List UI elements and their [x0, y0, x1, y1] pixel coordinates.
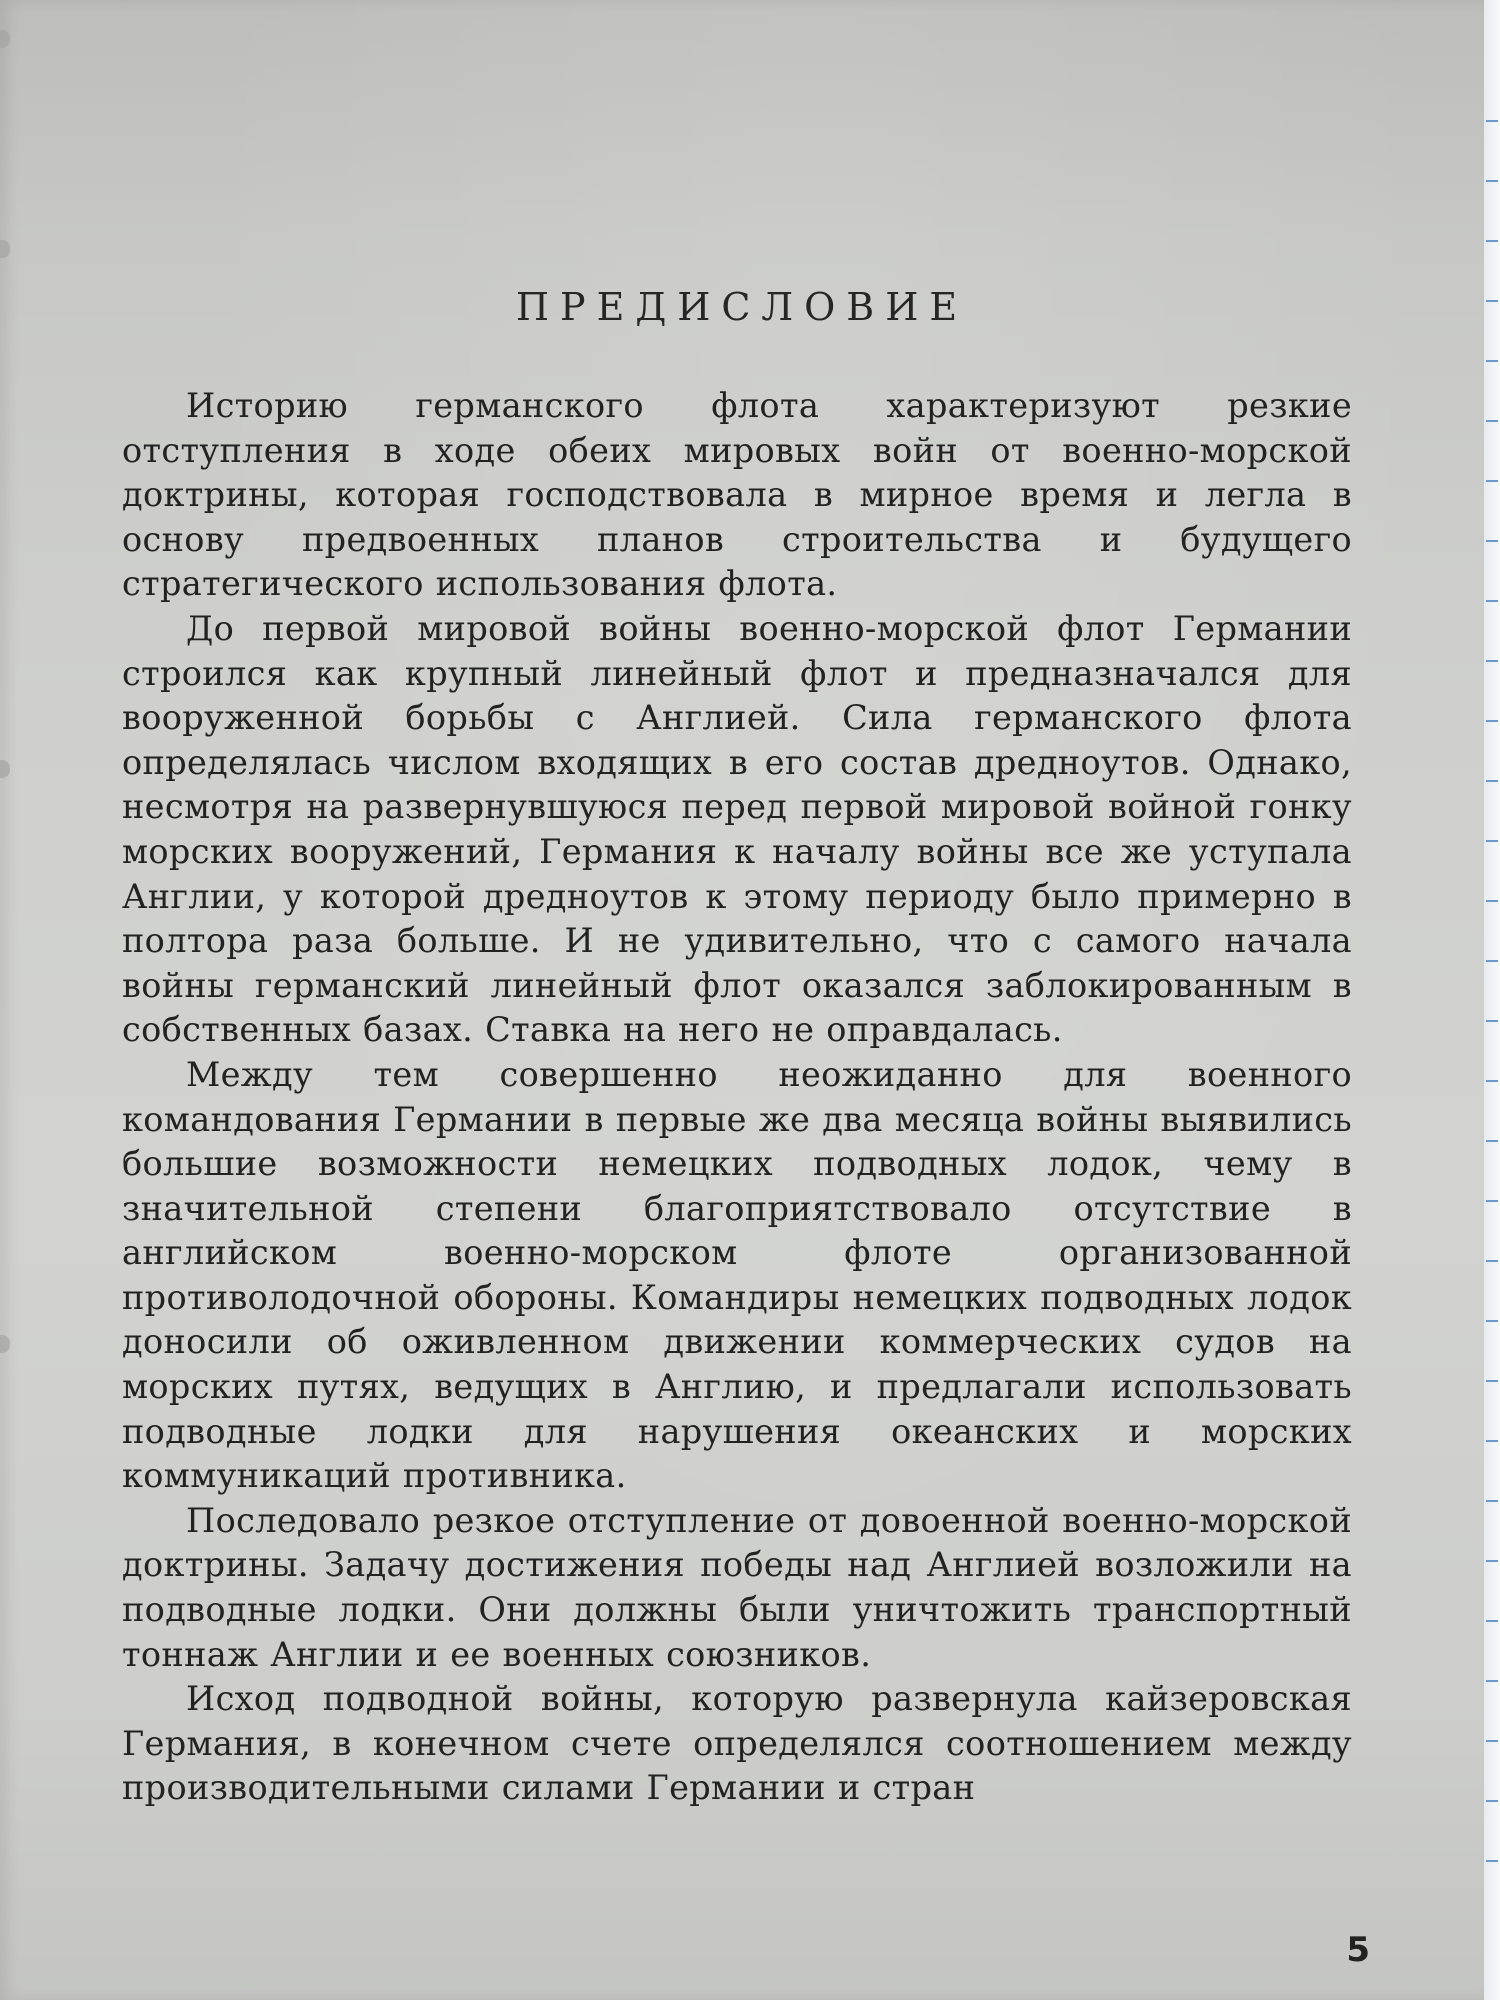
ruled-line-mark — [1486, 780, 1498, 782]
ruled-line-mark — [1486, 1140, 1498, 1142]
ruled-line-mark — [1486, 1500, 1498, 1502]
paragraph: Исход подводной войны, которую развернула кайзеровская Германия, в конечном счете определялся соотношением между производительными силами Германии и стран — [122, 1679, 1352, 1808]
ruled-line-mark — [1486, 960, 1498, 962]
ruled-line-mark — [1486, 360, 1498, 362]
ruled-line-mark — [1486, 660, 1498, 662]
ruled-line-mark — [1486, 480, 1498, 482]
page-number: 5 — [1346, 1930, 1370, 1970]
binding-hole — [0, 240, 10, 258]
body-text — [122, 384, 1352, 1811]
ruled-line-mark — [1486, 180, 1498, 182]
ruled-line-mark — [1486, 1800, 1498, 1802]
adjacent-notebook-edge — [1484, 0, 1500, 2000]
ruled-line-mark — [1486, 120, 1498, 122]
ruled-line-mark — [1486, 540, 1498, 542]
ruled-line-mark — [1486, 1680, 1498, 1682]
ruled-line-mark — [1486, 240, 1498, 242]
paragraph: Последовало резкое отступление от довоенной военно-морской доктрины. Задачу достижения победы над Англией возложили на подводные лодки. Они должны были уничтожить транспортный тоннаж Англии и ее военных союзников. — [122, 1500, 1352, 1674]
ruled-line-mark — [1486, 420, 1498, 422]
ruled-line-mark — [1486, 1620, 1498, 1622]
ruled-line-mark — [1486, 1740, 1498, 1742]
binding-hole — [0, 30, 10, 48]
ruled-line-mark — [1486, 900, 1498, 902]
ruled-line-mark — [1486, 1860, 1498, 1862]
binding-hole — [0, 1335, 10, 1353]
binding-hole — [0, 760, 10, 778]
ruled-line-mark — [1486, 1260, 1498, 1262]
ruled-line-mark — [1486, 720, 1498, 722]
ruled-line-mark — [1486, 1320, 1498, 1322]
page-title: ПРЕДИСЛОВИЕ — [515, 285, 969, 329]
paragraph: Историю германского флота характеризуют резкие отступления в ходе обеих мировых войн от военно-морской доктрины, которая господствовала в мирное время и легла в основу предвоенных планов строительства и будущего стратегического использования флота. — [122, 386, 1352, 604]
ruled-line-mark — [1486, 1020, 1498, 1022]
ruled-line-mark — [1486, 1200, 1498, 1202]
ruled-line-mark — [1486, 1380, 1498, 1382]
paragraph: До первой мировой войны военно-морской флот Германии строился как крупный линейный флот и предназначался для вооруженной борьбы с Англией. Сила германского флота определялась числом входящих в его состав дредноутов. Однако, несмотря на развернувшуюся перед первой мировой войной гонку морских вооружений, Германия к началу войны все же уступала Англии, у которой дредноутов к этому периоду было примерно в полтора раза больше. И не удивительно, что с самого начала войны германский линейный флот оказался заблокированным в собственных базах. Ставка на него не оправдалась. — [122, 608, 1352, 1050]
ruled-line-mark — [1486, 1560, 1498, 1562]
ruled-line-mark — [1486, 1080, 1498, 1082]
ruled-line-mark — [1486, 300, 1498, 302]
ruled-line-mark — [1486, 1440, 1498, 1442]
ruled-line-mark — [1486, 840, 1498, 842]
ruled-line-mark — [1486, 600, 1498, 602]
paragraph: Между тем совершенно неожиданно для военного командования Германии в первые же два месяца войны выявились большие возможности немецких подводных лодок, чему в значительной степени благоприятствовало отсутствие в английском военно-морском флоте организованной противолодочной обороны. Командиры немецких подводных лодок доносили об оживленном движении коммерческих судов на морских путях, ведущих в Англию, и предлагали использовать подводные лодки для нарушения океанских и морских коммуникаций противника. — [122, 1054, 1352, 1496]
